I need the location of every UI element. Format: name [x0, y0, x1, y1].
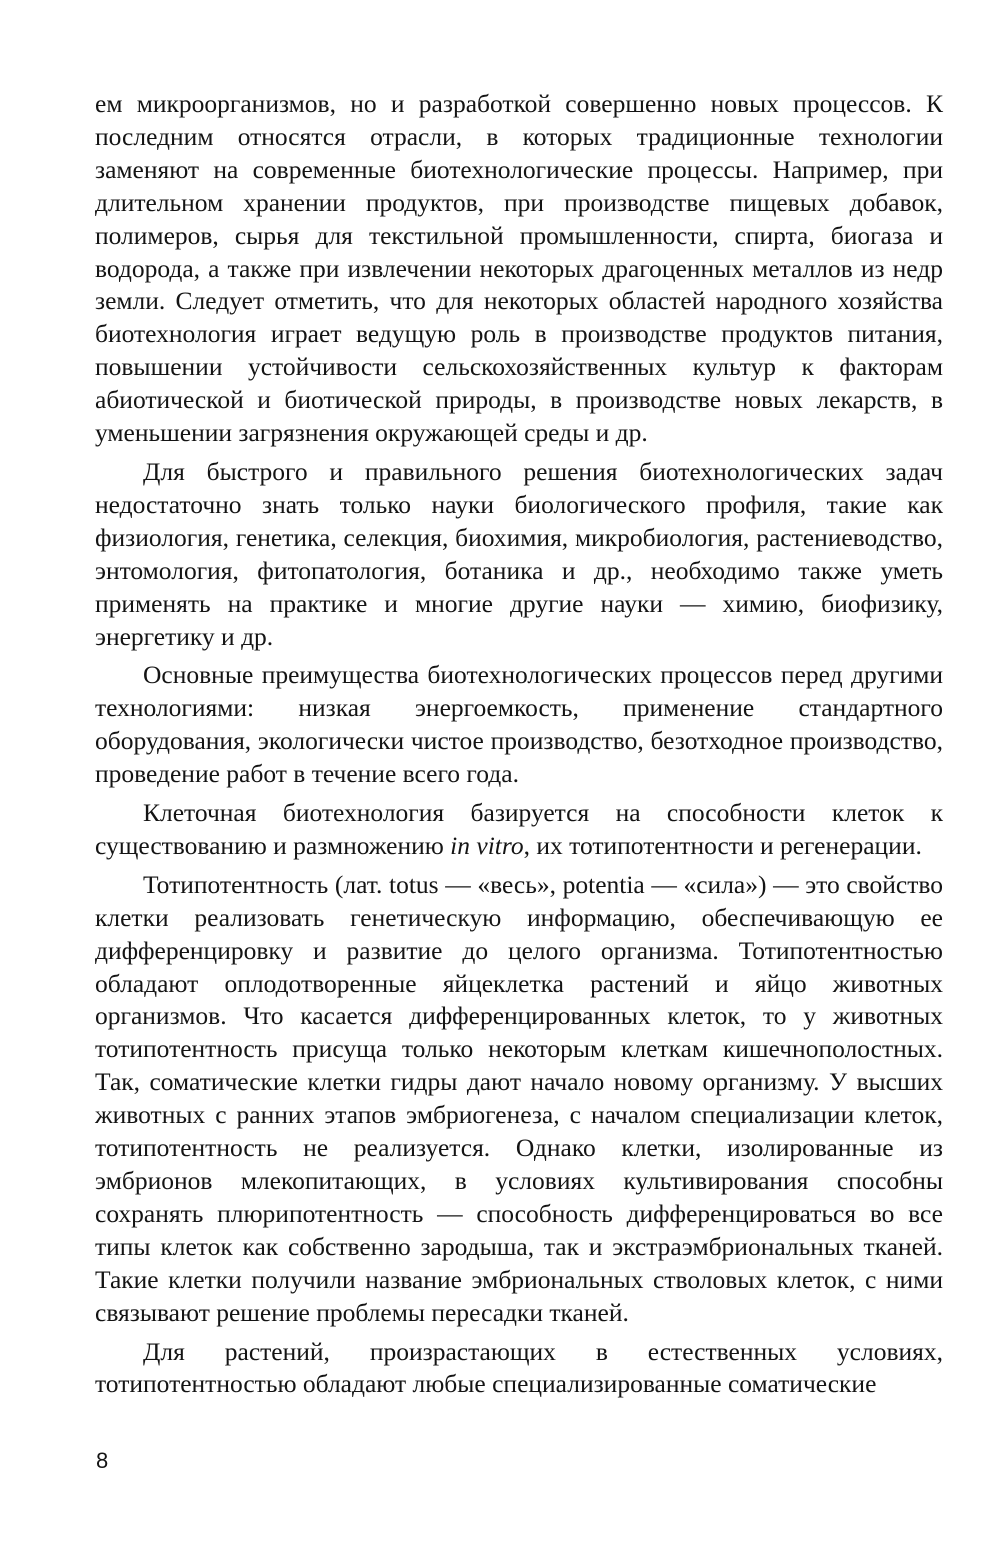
paragraph-totipotency: Тотипотентность (лат. totus — «весь», potentia — «сила») — это свойство клетки реализовать генетическую информацию, обеспечивающую ее дифференцировку и развитие до целого организма. Тотипотентностью обладают оплодотворенные яйцеклетка растений и яйцо животных организмов. Что касается дифференцированных клеток, то у животных тотипотентность присуща только некоторым клеткам кишечнополостных. Так, соматические клетки гидры дают начало новому организму. У высших животных с ранних этапов эмбриогенеза, с началом специализации клеток, тотипотентность не реализуется. Однако клетки, изолированные из эмбрионов млекопитающих, в условиях культивирования способны сохранять плюрипотентность — способность дифференцироваться во все типы клеток как собственно зародыша, так и экстраэмбриональных тканей. Такие клетки получили название эмбриональных стволовых клеток, с ними связывают решение проблемы пересадки тканей.: [95, 869, 943, 1327]
cell-biotech-text-before: Клеточная биотехнология базируется на способности клеток к существованию и размножению: [95, 798, 943, 860]
cell-biotech-text-after: , их тотипотентности и регенерации.: [523, 830, 922, 860]
paragraph-plants: Для растений, произрастающих в естественных условиях, тотипотентностью обладают любые специализированные соматические: [95, 1336, 943, 1399]
paragraph-continued: ем микроорганизмов, но и разработкой совершенно новых процессов. К последним относятся отрасли, в которых традиционные технологии заменяют на современные биотехнологические процессы. Например, при длительном хранении продуктов, при производстве пищевых добавок, полимеров, сырья для текстильной промышленности, спирта, биогаза и водорода, а также при извлечении некоторых драгоценных металлов из недр земли. Следует отметить, что для некоторых областей народного хозяйства биотехнология играет ведущую роль в производстве продуктов питания, повышении устойчивости сельскохозяйственных культур к факторам абиотической и биотической природы, в производстве новых лекарств, в уменьшении загрязнения окружающей среды и др.: [95, 89, 943, 448]
paragraph-sciences: Для быстрого и правильного решения биотехнологических задач недостаточно знать только науки биологического профиля, такие как физиология, генетика, селекция, биохимия, микробиология, растениеводство, энтомология, фитопатология, ботаника и др., необходимо также уметь применять на практике и многие другие науки — химию, биофизику, энергетику и др.: [95, 456, 943, 651]
page-number: 8: [96, 1448, 109, 1473]
page-body: [95, 88, 943, 1401]
in-vitro-term: in vitro: [450, 830, 524, 860]
paragraph-cell-biotech: [95, 797, 943, 863]
paragraph-advantages: Основные преимущества биотехнологических процессов перед другими технологиями: низкая энергоемкость, применение стандартного оборудования, экологически чистое производство, безотходное производство, проведение работ в течение всего года.: [95, 660, 943, 789]
